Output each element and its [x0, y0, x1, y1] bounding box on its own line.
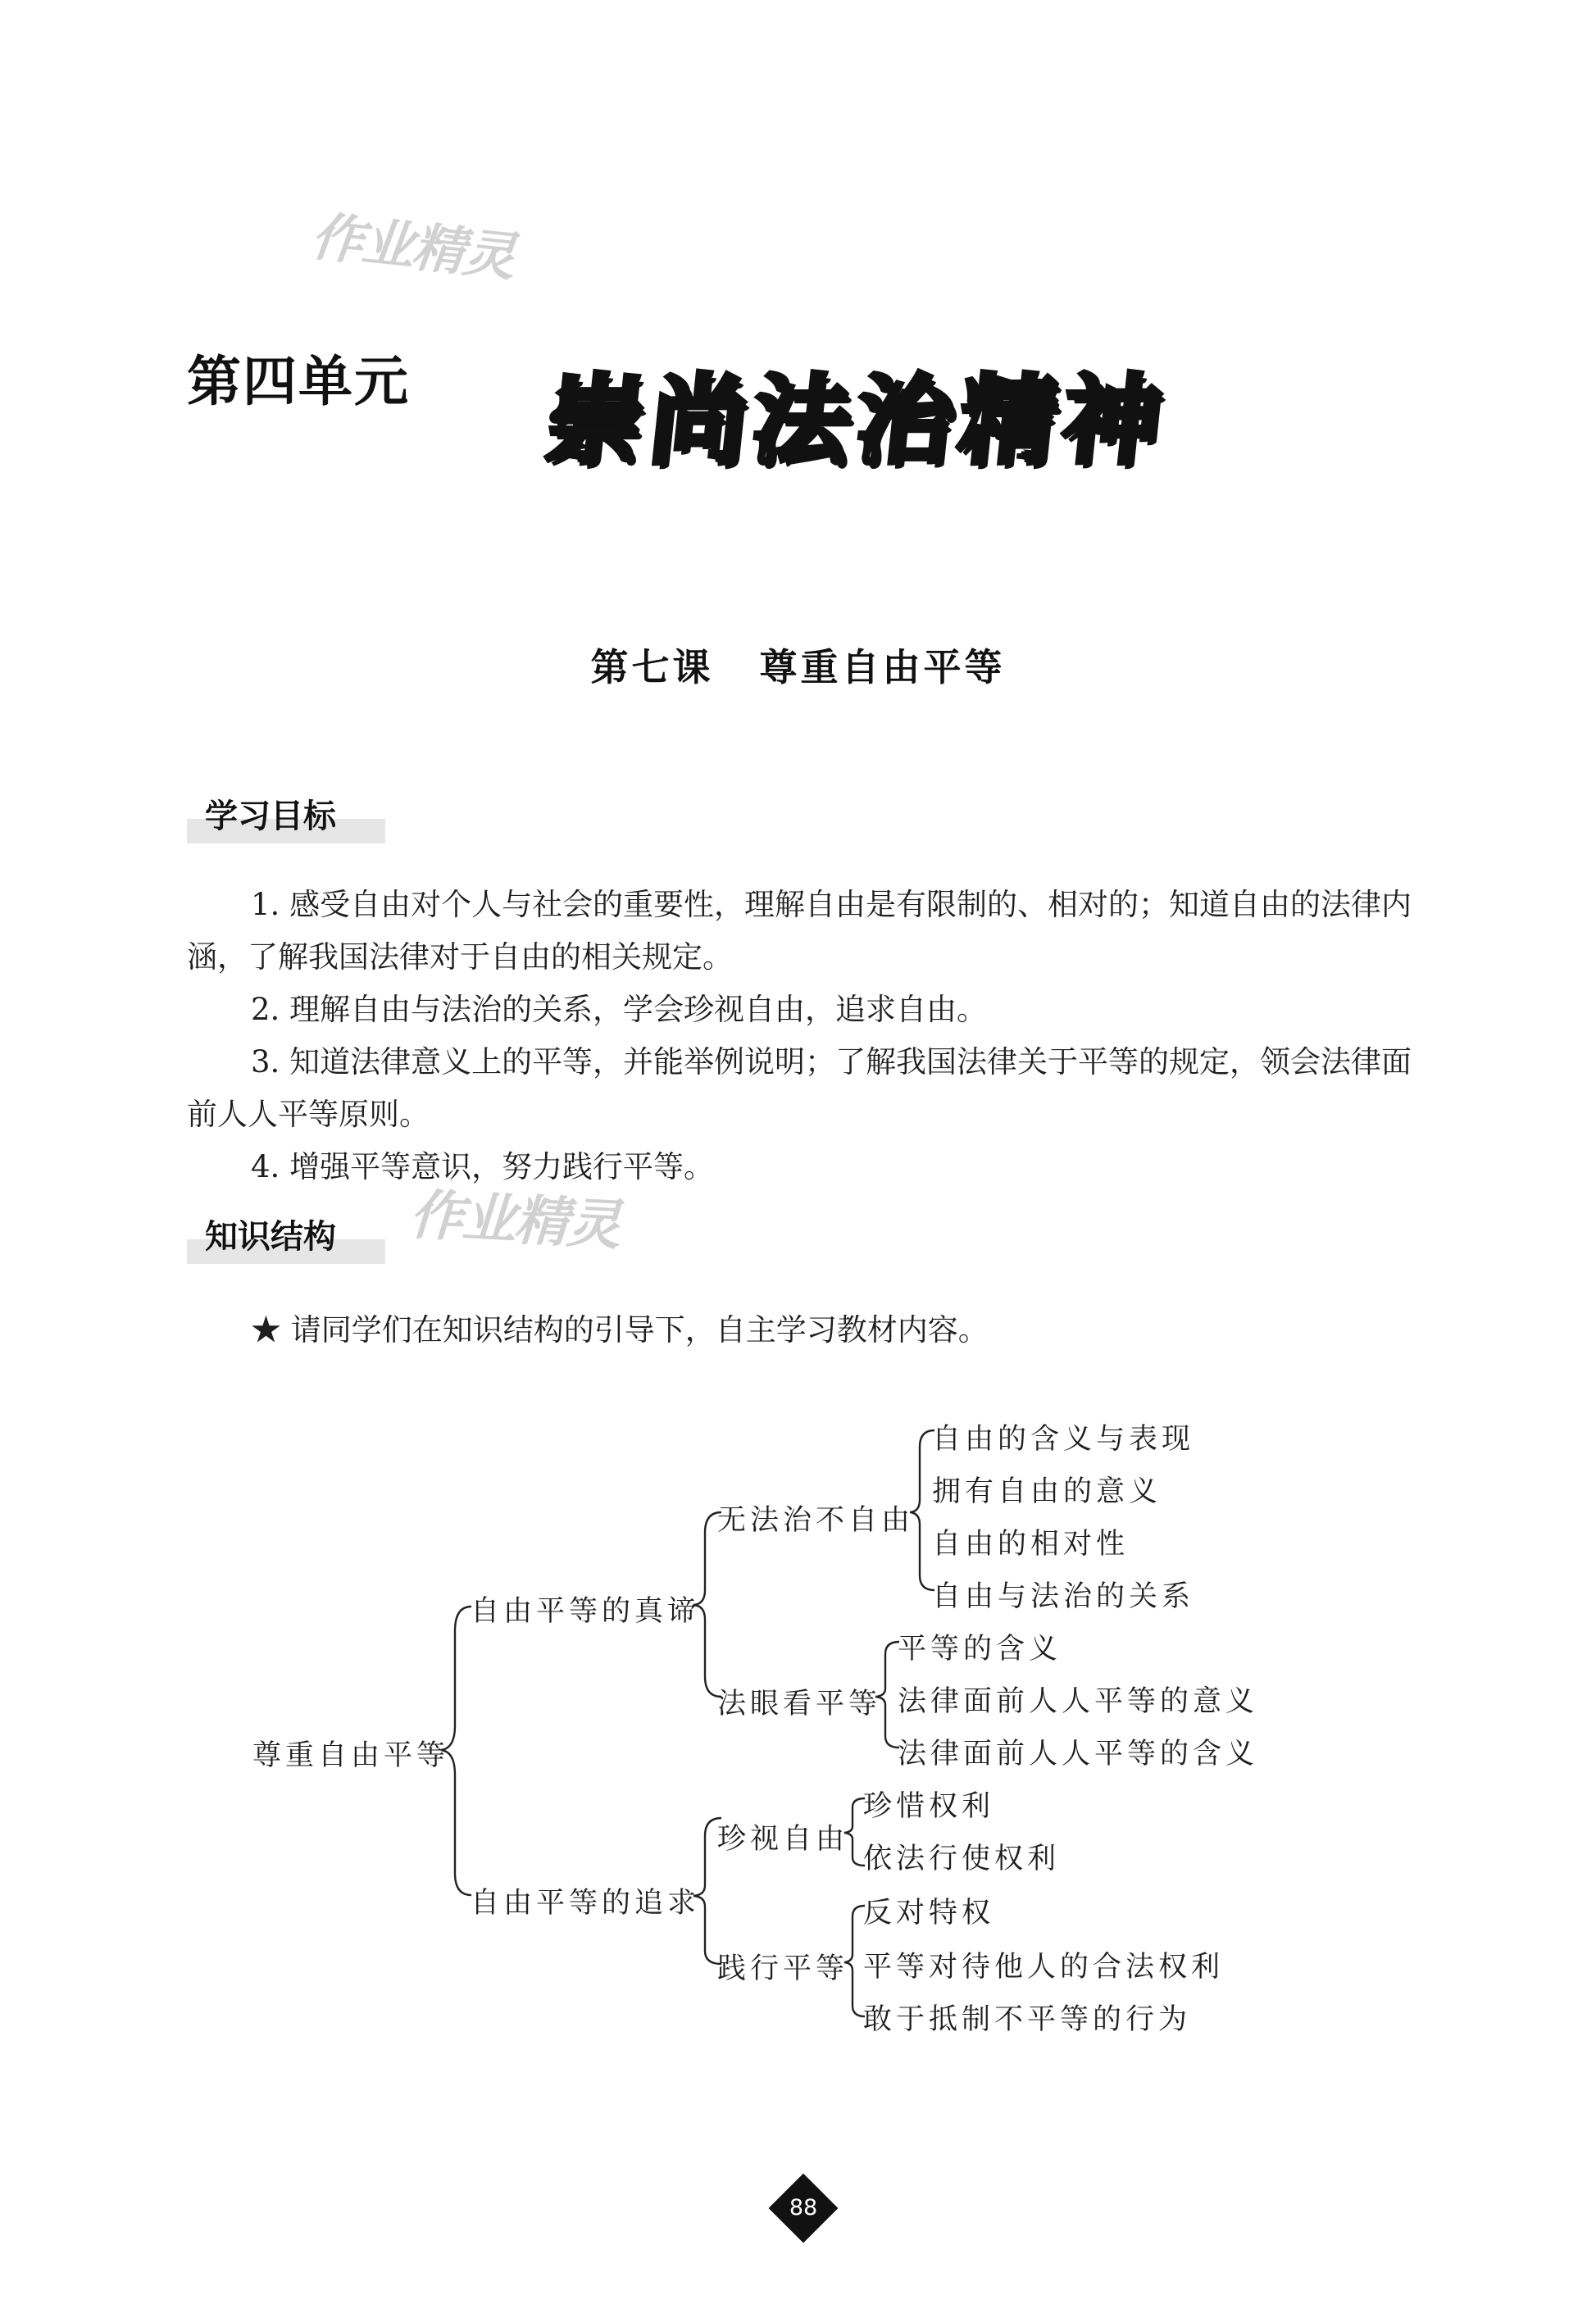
watermark-logo: 作业精灵	[308, 207, 517, 289]
tree-sub-branch: 法眼看平等	[717, 1688, 882, 1720]
unit-label: 第四单元	[187, 350, 410, 413]
goal-item: 4. 增强平等意识，努力践行平等。	[251, 1149, 715, 1184]
tree-leaf: 反对特权	[863, 1897, 995, 1930]
tree-leaf: 珍惜权利	[863, 1790, 995, 1823]
tree-sub-branch: 践行平等	[717, 1952, 849, 1985]
tree-leaf: 拥有自由的意义	[932, 1475, 1162, 1508]
goal-item: 1. 感受自由对个人与社会的重要性，理解自由是有限制的、相对的；知道自由的法律内涵，了解我国法律对于自由的相关规定。	[187, 887, 1412, 975]
tree-leaf: 依法行使权利	[863, 1843, 1061, 1875]
tree-leaf: 自由的含义与表现	[932, 1423, 1195, 1456]
tree-leaf: 自由与法治的关系	[932, 1580, 1195, 1613]
tree-leaf: 自由的相对性	[932, 1528, 1130, 1561]
goal-item: 2. 理解自由与法治的关系，学会珍视自由，追求自由。	[251, 992, 988, 1027]
tree-sub-branch: 无法治不自由	[717, 1504, 915, 1537]
lesson-number: 第七课	[590, 645, 714, 689]
tree-sub-branch: 珍视自由	[717, 1823, 849, 1856]
structure-intro: ★ 请同学们在知识结构的引导下，自主学习教材内容。	[251, 1312, 989, 1348]
goals-heading: 学习目标	[187, 789, 385, 843]
tree-root: 尊重自由平等	[252, 1739, 450, 1772]
structure-heading: 知识结构	[187, 1209, 385, 1264]
tree-leaf: 法律面前人人平等的含义	[898, 1738, 1259, 1770]
tree-leaf: 敢于抵制不平等的行为	[863, 2003, 1192, 2036]
watermark-logo: 作业精灵	[407, 1183, 621, 1257]
page-number: 88	[789, 2195, 818, 2220]
tree-branch: 自由平等的追求	[471, 1887, 701, 1920]
lesson-name: 尊重自由平等	[759, 645, 1006, 689]
tree-leaf: 法律面前人人平等的意义	[898, 1685, 1259, 1718]
goal-item: 3. 知道法律意义上的平等，并能举例说明；了解我国法律关于平等的规定，领会法律面前人人平等原则。	[187, 1044, 1412, 1132]
unit-title: 崇尚法治精神	[540, 364, 1173, 477]
tree-leaf: 平等的含义	[898, 1633, 1062, 1666]
tree-leaf: 平等对待他人的合法权利	[863, 1951, 1225, 1984]
tree-branch: 自由平等的真谛	[471, 1595, 701, 1628]
